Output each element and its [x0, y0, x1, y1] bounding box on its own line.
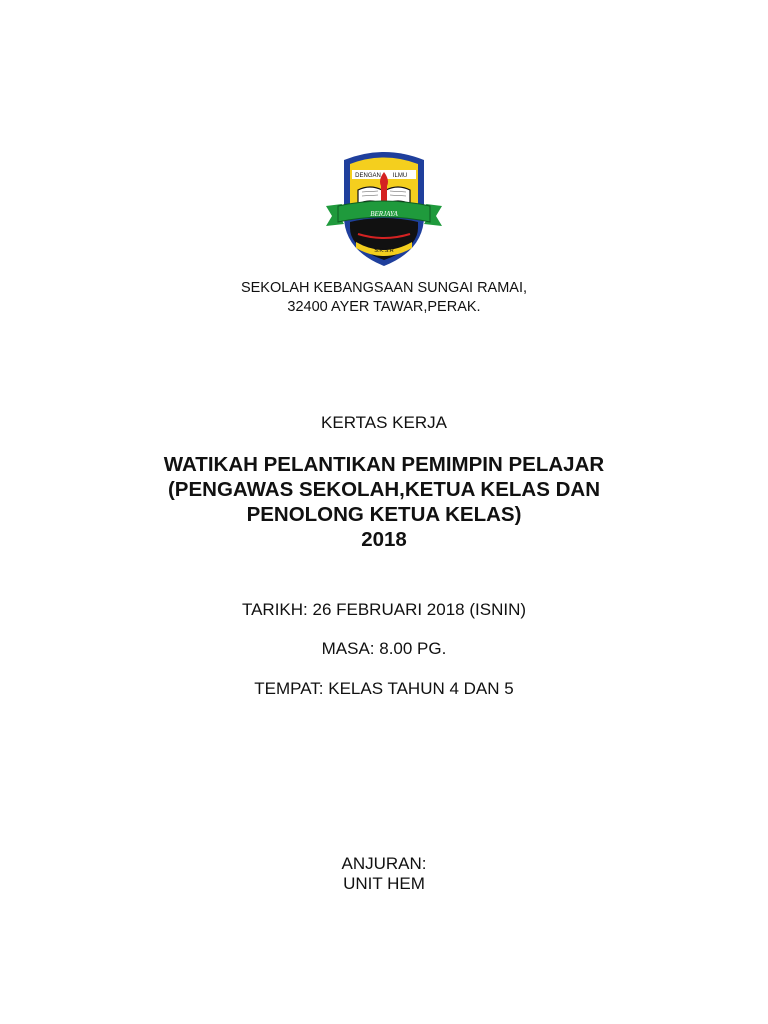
- organizer: [0, 854, 768, 894]
- school-address: 32400 AYER TAWAR,PERAK.: [287, 299, 481, 315]
- school-name: SEKOLAH KEBANGSAAN SUNGAI RAMAI,: [240, 280, 528, 296]
- title-year: 2018: [361, 528, 407, 551]
- crest-bottom-text: S.K.S.R: [374, 248, 394, 254]
- crest-motto-left: DENGAN: [355, 173, 381, 179]
- crest-motto-right: ILMU: [392, 173, 408, 179]
- time-detail: MASA: 8.00 PG.: [321, 639, 447, 658]
- organizer-unit: UNIT HEM: [343, 874, 425, 893]
- document-type: KERTAS KERJA: [321, 413, 447, 432]
- date-detail: TARIKH: 26 FEBRUARI 2018 (ISNIN): [241, 600, 527, 619]
- title-line: WATIKAH PELANTIKAN PEMIMPIN PELAJAR: [163, 453, 605, 476]
- school-crest-icon: [322, 146, 446, 272]
- title-line: PENOLONG KETUA KELAS): [246, 503, 522, 526]
- organizer-label: ANJURAN:: [341, 854, 427, 873]
- document-title: [0, 452, 768, 552]
- title-line: (PENGAWAS SEKOLAH,KETUA KELAS DAN: [167, 478, 601, 501]
- crest-banner-text: BERJAYA: [370, 210, 398, 218]
- venue-detail: TEMPAT: KELAS TAHUN 4 DAN 5: [254, 679, 514, 698]
- school-info: [0, 279, 768, 317]
